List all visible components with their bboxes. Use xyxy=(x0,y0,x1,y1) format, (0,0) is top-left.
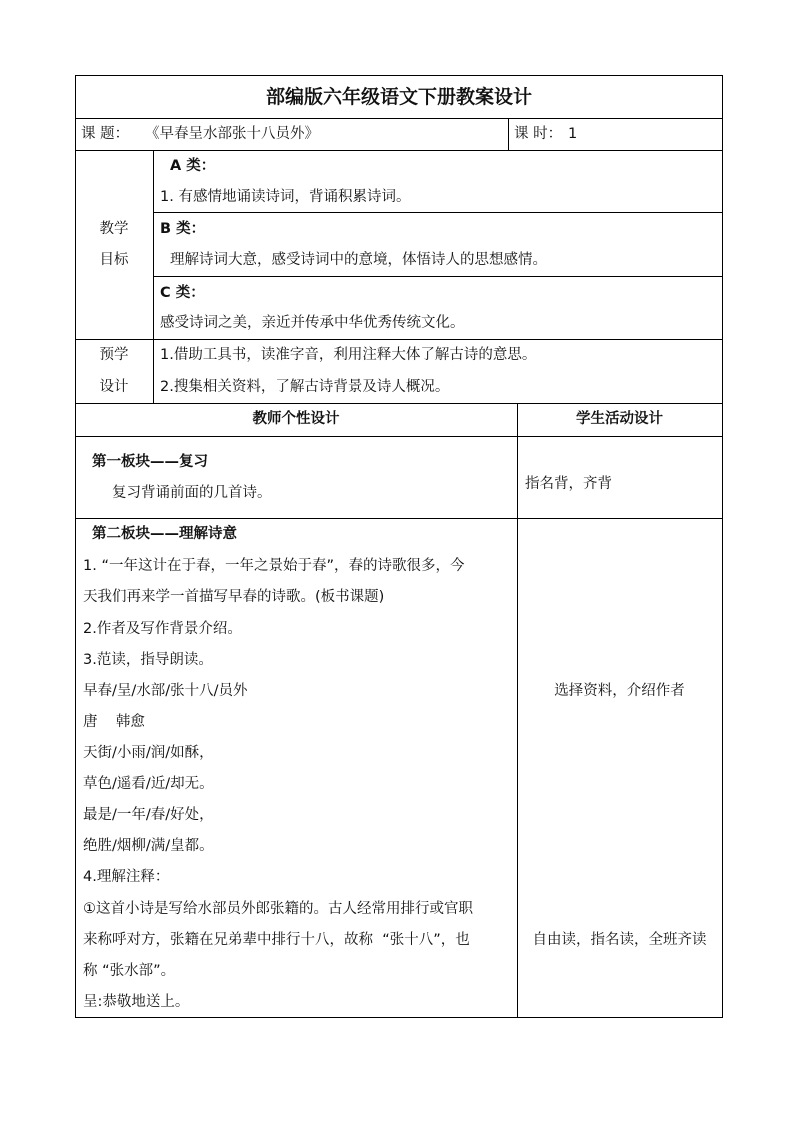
table-border-bottom xyxy=(75,1017,723,1018)
objective-a-heading: A 类： xyxy=(170,158,216,174)
block1-title: 第一板块——复习 xyxy=(92,454,208,470)
rule-below-headers xyxy=(75,436,723,437)
header-teacher-design: 教师个性设计 xyxy=(252,411,340,427)
objective-b-heading: B 类： xyxy=(160,221,206,237)
header-student-activity: 学生活动设计 xyxy=(576,411,663,427)
block2-line: 天我们再来学一首描写早春的诗歌。(板书课题) xyxy=(83,589,385,605)
poem-title-line: 早春/呈/水部/张十八/员外 xyxy=(83,683,248,699)
block2-line: 2.作者及写作背景介绍。 xyxy=(83,621,242,637)
poem-line: 最是/一年/春/好处， xyxy=(83,807,214,823)
table-border-right xyxy=(722,75,723,1018)
rule-lesson-hours-divider xyxy=(508,118,509,151)
objective-c-text: 感受诗词之美，亲近并传承中华优秀传统文化。 xyxy=(160,315,465,331)
hours-label: 课 时： xyxy=(514,126,563,142)
block2-student-activity-1: 选择资料，介绍作者 xyxy=(554,683,685,699)
rule-below-b xyxy=(153,276,723,277)
objective-a-text: 1. 有感情地诵读诗词，背诵积累诗词。 xyxy=(160,189,411,205)
block2-line: 呈:恭敬地送上。 xyxy=(83,994,190,1010)
block2-line: 称 “张水部”。 xyxy=(83,963,176,979)
preview-label-line2: 设计 xyxy=(99,379,129,395)
objective-c-heading: C 类： xyxy=(160,285,205,301)
block1-text: 复习背诵前面的几首诗。 xyxy=(112,485,272,501)
block1-student-activity: 指名背，齐背 xyxy=(525,476,612,492)
rule-below-block1 xyxy=(75,518,723,519)
rule-below-preview xyxy=(75,403,723,404)
preview-item-1: 1.借助工具书，读准字音，利用注释大体了解古诗的意思。 xyxy=(160,347,537,363)
rule-below-lesson xyxy=(75,150,723,151)
rule-below-objectives xyxy=(75,339,723,340)
block2-line: 1. “一年这计在于春，一年之景始于春”，春的诗歌很多，今 xyxy=(83,558,465,574)
rule-below-a xyxy=(153,212,723,213)
objectives-label-line1: 教学 xyxy=(99,221,129,237)
preview-item-2: 2.搜集相关资料，了解古诗背景及诗人概况。 xyxy=(160,379,450,395)
poem-author-line: 唐 韩愈 xyxy=(83,714,145,730)
preview-label-line1: 预学 xyxy=(99,347,129,363)
rule-label-column xyxy=(153,150,154,404)
block2-line: 3.范读，指导朗读。 xyxy=(83,652,213,668)
page-title: 部编版六年级语文下册教案设计 xyxy=(265,86,532,108)
block2-line: ①这首小诗是写给水部员外郎张籍的。古人经常用排行或官职 xyxy=(83,901,473,917)
lesson-label: 课 题： xyxy=(81,126,130,142)
block2-student-activity-2: 自由读，指名读，全班齐读 xyxy=(532,932,707,948)
table-border-top xyxy=(75,75,723,76)
block2-line: 来称呼对方，张籍在兄弟辈中排行十八，故称 “张十八”，也 xyxy=(83,932,470,948)
rule-below-title xyxy=(75,118,723,119)
table-border-left xyxy=(75,75,76,1018)
rule-teacher-student-divider xyxy=(517,403,518,1018)
objectives-label-line2: 目标 xyxy=(99,252,129,268)
objective-b-text: 理解诗词大意，感受诗词中的意境，体悟诗人的思想感情。 xyxy=(170,252,547,268)
poem-line: 天街/小雨/润/如酥， xyxy=(83,745,214,761)
lesson-title: 《早春呈水部张十八员外》 xyxy=(145,126,319,142)
poem-line: 草色/遥看/近/却无。 xyxy=(83,776,214,792)
hours-value: 1 xyxy=(568,126,578,142)
block2-title: 第二板块——理解诗意 xyxy=(92,526,237,542)
block2-line: 4.理解注释： xyxy=(83,869,170,885)
poem-line: 绝胜/烟柳/满/皇都。 xyxy=(83,838,214,854)
